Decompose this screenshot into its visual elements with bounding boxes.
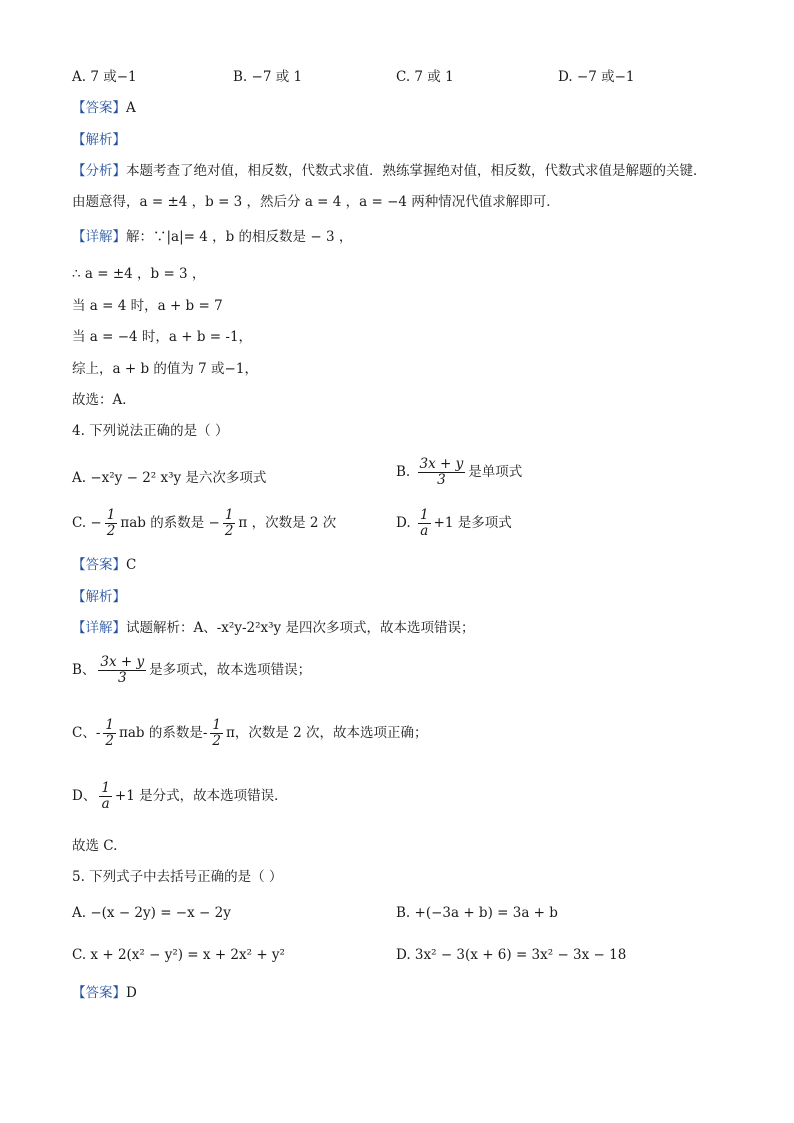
denominator: a bbox=[101, 796, 110, 812]
q3-option-d: D. −7 或−1 bbox=[558, 69, 635, 85]
q3-detail-2: ∴ a = ±4 ，b = 3 ， bbox=[72, 266, 206, 282]
numerator: 1 bbox=[224, 507, 234, 523]
denominator: 2 bbox=[105, 733, 114, 749]
q3-detail-5: 综上，a + b 的值为 7 或−1， bbox=[72, 361, 258, 377]
q4-detail-c bbox=[72, 718, 428, 749]
q4-final: 故选 C. bbox=[72, 838, 118, 854]
q4-option-d bbox=[396, 508, 512, 539]
detail-label: D、 bbox=[72, 788, 97, 804]
q3-analysis-2: 由题意得，a = ±4 ，b = 3 ，然后分 a = 4 ，a = −4 两种情况代值求解即可． bbox=[72, 194, 560, 210]
q3-option-c: C. 7 或 1 bbox=[396, 69, 454, 85]
detail-text: 是多项式，故本选项错误； bbox=[149, 662, 312, 678]
detail-tag: 【详解】 bbox=[72, 620, 126, 636]
denominator: 3 bbox=[117, 670, 127, 686]
q3-analysis-1 bbox=[72, 162, 707, 180]
numerator: 1 bbox=[105, 717, 114, 733]
denominator: 2 bbox=[212, 733, 222, 749]
q4-detail-b bbox=[72, 655, 311, 686]
q3-detail-1 bbox=[72, 228, 352, 246]
denominator: 3 bbox=[437, 472, 446, 488]
answer-value: A bbox=[126, 100, 136, 116]
q3-detail-4: 当 a = −4 时，a + b = -1， bbox=[72, 329, 253, 345]
q4-detail-d bbox=[72, 781, 288, 812]
answer-value: C bbox=[126, 557, 137, 573]
q3-detail-3: 当 a = 4 时，a + b = 7 bbox=[72, 298, 223, 314]
detail-text: 解：∵|a|= 4 ，b 的相反数是 − 3 ， bbox=[126, 229, 353, 245]
fraction bbox=[99, 781, 112, 812]
numerator: 1 bbox=[419, 507, 429, 523]
analysis-tag: 【分析】 bbox=[72, 163, 126, 179]
q4-option-c bbox=[72, 508, 336, 539]
q5-option-a: A. −(x − 2y) = −x − 2y bbox=[72, 905, 231, 921]
numerator: 3x + y bbox=[100, 654, 145, 670]
q5-option-c: C. x + 2(x² − y²) = x + 2x² + y² bbox=[72, 947, 285, 963]
answer-value: D bbox=[126, 985, 137, 1001]
fraction bbox=[418, 508, 431, 539]
answer-tag: 【答案】 bbox=[72, 985, 126, 1001]
q3-detail-6: 故选：A． bbox=[72, 392, 136, 408]
option-text: +1 是多项式 bbox=[433, 515, 512, 531]
numerator: 1 bbox=[106, 507, 116, 523]
detail-text-tail: π，次数是 2 次，故本选项正确； bbox=[226, 725, 428, 741]
q5-stem: 5. 下列式子中去括号正确的是（ ） bbox=[72, 869, 283, 885]
option-text: 是单项式 bbox=[468, 464, 523, 480]
fraction bbox=[418, 457, 466, 488]
jiexi-heading: 【解析】 bbox=[72, 589, 126, 605]
q5-answer-line bbox=[72, 984, 137, 1002]
fraction bbox=[105, 508, 118, 539]
q3-answer-line bbox=[72, 99, 136, 117]
q5-option-b: B. +(−3a + b) = 3a + b bbox=[396, 905, 558, 921]
option-text-tail: π ，次数是 2 次 bbox=[238, 515, 337, 531]
denominator: 2 bbox=[106, 523, 116, 539]
analysis-text: 本题考查了绝对值，相反数，代数式求值．熟练掌握绝对值，相反数，代数式求值是解题的关键． bbox=[126, 163, 707, 179]
numerator: 3x + y bbox=[419, 456, 464, 472]
q3-option-a: A. 7 或−1 bbox=[72, 69, 137, 85]
fraction bbox=[223, 508, 236, 539]
answer-tag: 【答案】 bbox=[72, 557, 126, 573]
numerator: 1 bbox=[212, 717, 222, 733]
detail-label: C、- bbox=[72, 725, 101, 741]
q4-detail-1 bbox=[72, 619, 474, 637]
q4-stem: 4. 下列说法正确的是（ ） bbox=[72, 423, 229, 439]
q4-option-a: A. −x²y − 2² x³y 是六次多项式 bbox=[72, 470, 267, 486]
detail-label: B、 bbox=[72, 662, 96, 678]
denominator: a bbox=[420, 523, 429, 539]
answer-tag: 【答案】 bbox=[72, 100, 126, 116]
detail-text: 试题解析：A、-x²y-2²x³y 是四次多项式，故本选项错误； bbox=[126, 620, 475, 636]
detail-text: +1 是分式，故本选项错误． bbox=[114, 788, 288, 804]
fraction bbox=[210, 718, 223, 749]
q3-option-b: B. −7 或 1 bbox=[233, 69, 303, 85]
option-label: B. bbox=[396, 464, 411, 480]
detail-text: πab 的系数是- bbox=[119, 725, 208, 741]
jiexi-heading: 【解析】 bbox=[72, 132, 126, 148]
numerator: 1 bbox=[101, 780, 110, 796]
detail-tag: 【详解】 bbox=[72, 229, 126, 245]
q5-option-d: D. 3x² − 3(x + 6) = 3x² − 3x − 18 bbox=[396, 947, 627, 963]
q4-answer-line bbox=[72, 556, 136, 574]
q4-option-b bbox=[396, 457, 522, 488]
option-label: C. − bbox=[72, 515, 102, 531]
option-text: πab 的系数是 − bbox=[120, 515, 220, 531]
option-label: D. bbox=[396, 515, 411, 531]
denominator: 2 bbox=[224, 523, 234, 539]
fraction bbox=[103, 718, 116, 749]
fraction bbox=[98, 655, 146, 686]
